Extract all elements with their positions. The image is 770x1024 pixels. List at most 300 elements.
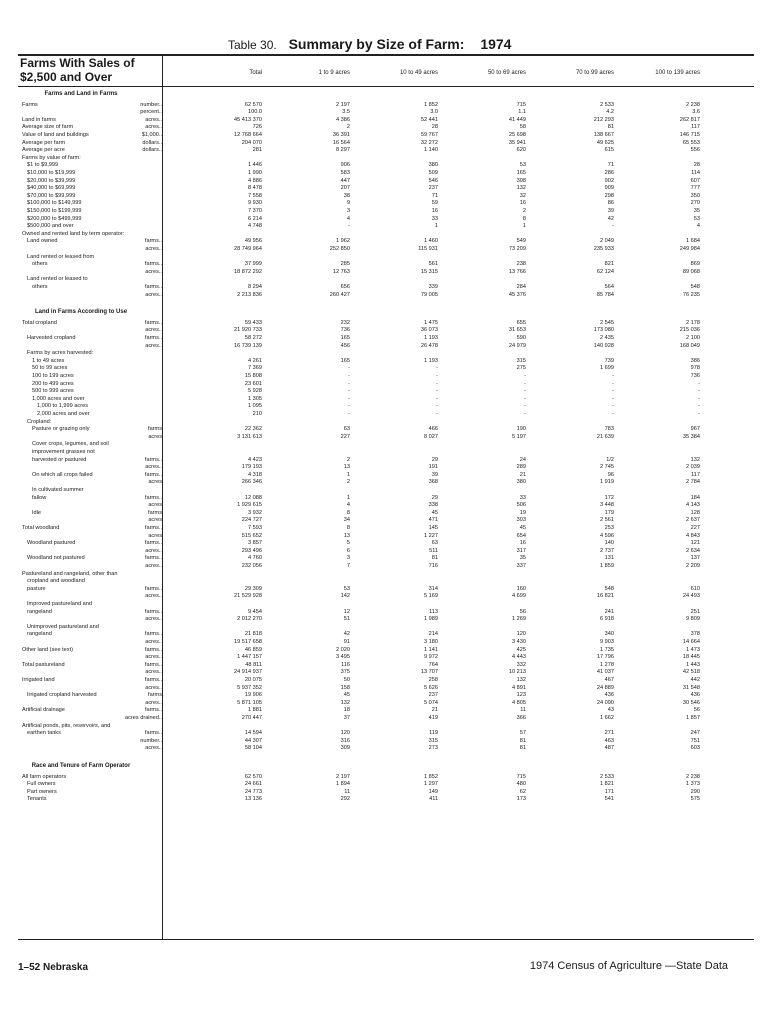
table-cell: 32 272 [420, 139, 438, 146]
table-cell: - [524, 395, 526, 402]
table-cell: 39 [607, 208, 614, 214]
table-cell: 146 715 [679, 132, 700, 138]
table-cell: - [524, 411, 526, 417]
table-cell: 38 [343, 192, 350, 199]
table-cell: 168 049 [679, 342, 700, 349]
row-label: $70,000 to $99,999 [27, 192, 76, 199]
table-cell: 3 [346, 555, 350, 562]
table-cell: - [524, 380, 526, 387]
table-cell: 21 [431, 707, 438, 714]
row-label: Artificial drainage [22, 707, 65, 714]
table-cell: 561 [428, 261, 438, 268]
row-unit: acres.. [145, 654, 162, 661]
stub-title-line-2: $2,500 and Over [20, 70, 113, 84]
table-cell: 736 [340, 327, 350, 334]
row-unit: acres.. [145, 593, 162, 600]
table-cell: 63 [431, 540, 438, 547]
row-label: Cropland: [27, 418, 52, 425]
table-cell: 281 [252, 147, 262, 154]
table-cell: 5 937 352 [237, 684, 262, 691]
column-header: Total [249, 70, 262, 76]
table-cell: 132 [516, 185, 526, 192]
table-cell: 119 [429, 730, 438, 737]
table-cell: - [612, 380, 614, 387]
table-cell: 7 369 [248, 365, 262, 372]
stub-title-line-1: Farms With Sales of [20, 56, 135, 70]
row-label: Artificial ponds, pits, reservoirs, and [22, 722, 111, 729]
row-unit: acres.. [145, 669, 162, 676]
table-cell: 270 447 [241, 715, 262, 721]
table-cell: 726 [252, 124, 262, 131]
table-cell: 237 [428, 692, 438, 699]
table-cell: 252 850 [329, 246, 350, 252]
table-cell: 58 272 [244, 335, 262, 341]
table-cell: 131 [604, 555, 614, 562]
table-cell: 1 446 [248, 162, 262, 169]
table-cell: 467 [604, 677, 614, 683]
table-cell: 57 [519, 730, 526, 737]
table-cell: 117 [691, 124, 700, 131]
table-cell: 262 817 [679, 116, 700, 123]
table-cell: 1 962 [336, 238, 350, 245]
table-cell: 715 [516, 101, 526, 108]
row-label: Improved pastureland and [27, 601, 92, 607]
table-cell: 1 857 [686, 715, 700, 721]
row-label: Pasture or grazing only [32, 426, 90, 433]
row-unit: acres.. [145, 684, 162, 691]
table-cell: 3 131 613 [237, 433, 262, 440]
table-cell: 967 [690, 426, 700, 433]
table-cell: 308 [516, 177, 526, 184]
table-cell: 2 637 [686, 517, 700, 524]
table-cell: 28 [431, 124, 438, 131]
table-cell: 447 [340, 177, 350, 184]
table-cell: 419 [428, 715, 438, 721]
row-label: $150,000 to $199,999 [27, 208, 82, 214]
row-unit: farms.. [144, 540, 162, 547]
table-cell: 1 684 [686, 238, 700, 245]
table-cell: 137 [690, 555, 700, 562]
table-cell: 2 [346, 456, 350, 463]
table-cell: 736 [690, 373, 700, 379]
table-cell: 2 745 [600, 464, 614, 471]
table-cell: 24 090 [596, 699, 614, 706]
table-cell: 37 [343, 715, 350, 721]
row-label: 1,000 acres and over [32, 395, 85, 402]
table-cell: 24 661 [244, 781, 262, 788]
table-cell: 339 [428, 284, 438, 290]
table-cell: 89 068 [682, 268, 700, 275]
table-cell: 575 [690, 796, 700, 803]
table-cell: 14 664 [682, 639, 700, 645]
table-cell: 4 748 [248, 223, 262, 230]
table-cell: - [348, 223, 350, 230]
table-cell: 8 294 [248, 284, 262, 290]
table-cell: 56 [519, 608, 526, 615]
table-cell: 123 [516, 692, 526, 699]
table-cell: 273 [428, 745, 438, 752]
table-cell: 1 859 [600, 563, 614, 569]
table-cell: 8 [346, 509, 350, 516]
table-cell: 30 546 [682, 699, 700, 706]
row-label: Average per farm [22, 139, 66, 146]
table-cell: 1 662 [600, 715, 614, 721]
table-cell: 1.1 [518, 109, 526, 116]
table-cell: 3 932 [248, 509, 262, 516]
table-cell: 607 [690, 177, 700, 184]
table-title [228, 36, 511, 52]
table-cell: 4 760 [248, 555, 262, 562]
table-cell: 9 972 [424, 654, 438, 661]
table-cell: 232 [340, 319, 350, 326]
table-cell: - [524, 388, 526, 395]
table-cell: 37 999 [244, 261, 262, 268]
row-label: Farms by value of farm: [22, 154, 81, 161]
table-cell: 5 074 [424, 699, 438, 706]
table-cell: 4 261 [248, 357, 262, 364]
row-label: Land owned [27, 238, 58, 245]
column-header: 10 to 49 acres [399, 70, 438, 76]
table-cell: 120 [340, 730, 350, 737]
row-label: harvested or pastured [32, 456, 87, 463]
table-cell: 13 [343, 464, 350, 471]
table-cell: 158 [340, 684, 350, 691]
table-cell: 96 [607, 471, 614, 478]
table-cell: 35 941 [508, 139, 526, 146]
row-unit: acres.. [145, 246, 162, 252]
table-cell: 17 796 [596, 654, 614, 661]
row-label: Pastureland and rangeland, other than [22, 570, 118, 577]
table-cell: 42 [343, 631, 350, 638]
table-cell: 86 [607, 200, 614, 207]
table-cell: 511 [429, 547, 438, 554]
row-label: Cover crops, legumes, and soil [32, 441, 109, 448]
row-label: others [32, 284, 48, 290]
row-label: Owned and rented land by term operator: [22, 230, 125, 237]
table-cell: 2 213 836 [237, 291, 262, 298]
table-cell: 16 821 [596, 593, 614, 600]
row-label: 1 to 49 acres [32, 357, 65, 364]
table-cell: 471 [428, 517, 438, 524]
row-label: $10,000 to $19,999 [27, 170, 76, 176]
table-cell: 4 891 [512, 684, 526, 691]
table-cell: 1 699 [600, 365, 614, 372]
table-cell: 5 871 105 [237, 699, 262, 706]
table-cell: 79 005 [420, 291, 438, 298]
table-cell: 120 [516, 631, 526, 638]
table-cell: 739 [604, 357, 614, 364]
table-cell: 26 478 [420, 342, 438, 349]
row-unit: farms.. [144, 319, 162, 326]
row-label: $500,000 and over [27, 223, 74, 230]
table-cell: 1 990 [248, 170, 262, 176]
table-cell: 25 698 [508, 132, 526, 138]
table-cell: 215 036 [679, 327, 700, 334]
table-cell: 45 [519, 525, 526, 531]
table-cell: 411 [429, 796, 438, 803]
table-cell: 2 737 [600, 547, 614, 554]
row-unit: acres.. [145, 116, 162, 123]
table-cell: 179 [604, 509, 614, 516]
row-unit: number.. [140, 737, 162, 744]
table-cell: 24 914 937 [234, 669, 262, 676]
row-label: Woodland pastured [27, 540, 76, 547]
table-cell: 1 193 [424, 335, 438, 341]
table-cell: 466 [428, 426, 438, 433]
stub-title [20, 56, 135, 84]
table-row [0, 795, 770, 803]
table-cell: 56 [693, 707, 700, 714]
table-cell: 5 626 [424, 684, 438, 691]
row-label: Full owners [27, 781, 56, 788]
table-cell: 91 [343, 639, 350, 645]
table-cell: - [698, 380, 700, 387]
table-cell: 179 193 [241, 464, 262, 471]
table-cell: 115 931 [418, 246, 438, 252]
table-cell: 3.6 [692, 109, 700, 116]
row-unit: farms.. [144, 585, 162, 592]
table-cell: 227 [690, 525, 700, 531]
table-cell: 751 [690, 737, 700, 744]
table-cell: 114 [691, 170, 700, 176]
table-cell: - [698, 395, 700, 402]
table-cell: 227 [340, 433, 350, 440]
table-cell: 7 [346, 563, 350, 569]
row-unit: acres.. [145, 464, 162, 471]
table-cell: 1/2 [606, 456, 614, 463]
row-label: Average per acre [22, 147, 65, 154]
table-cell: 45 413 370 [234, 116, 262, 123]
row-label: 2,000 acres and over [37, 411, 90, 417]
table-cell: 15 315 [420, 268, 438, 275]
table-cell: 9 [346, 200, 350, 207]
table-cell: 317 [516, 547, 526, 554]
table-cell: 34 [343, 517, 350, 524]
table-cell: 13 766 [508, 268, 526, 275]
table-cell: 3 430 [512, 639, 526, 645]
table-cell: 63 [343, 426, 350, 433]
table-cell: 16 739 139 [234, 342, 262, 349]
table-cell: 2 [346, 124, 350, 131]
row-unit: farms.. [144, 707, 162, 714]
table-cell: 1 919 [600, 479, 614, 486]
table-cell: 386 [690, 357, 700, 364]
table-cell: - [698, 411, 700, 417]
table-cell: 235 933 [593, 246, 614, 252]
table-cell: 3 180 [424, 639, 438, 645]
table-cell: 85 784 [596, 291, 614, 298]
row-label: rangeland [27, 608, 52, 615]
column-header: 50 to 69 acres [487, 70, 526, 76]
row-label: pasture [27, 585, 46, 592]
table-cell: 62 570 [244, 773, 262, 780]
table-cell: 442 [690, 677, 700, 683]
table-cell: 21 818 [244, 631, 262, 638]
row-unit: acres.. [145, 268, 162, 275]
table-cell: 480 [516, 781, 526, 788]
table-cell: 12 768 664 [234, 132, 262, 138]
table-cell: 6 [346, 547, 350, 554]
row-unit: acres.. [145, 616, 162, 623]
table-cell: 32 [519, 192, 526, 199]
table-cell: 6 214 [248, 215, 262, 222]
row-label: Part owners [27, 788, 57, 795]
row-label: improvement grasses not [32, 449, 95, 455]
table-cell: 14 594 [244, 730, 262, 737]
table-cell: 2 209 [686, 563, 700, 569]
table-cell: - [436, 380, 438, 387]
table-cell: 173 080 [593, 327, 614, 334]
table-cell: 132 [516, 677, 526, 683]
table-cell: 4 386 [336, 116, 350, 123]
row-label: Land in farms [22, 116, 56, 123]
row-unit: acres.. [145, 342, 162, 349]
table-cell: 251 [690, 608, 700, 615]
table-cell: 18 [343, 707, 350, 714]
table-cell: 5 169 [424, 593, 438, 600]
table-cell: 378 [690, 631, 700, 638]
table-cell: 4 [346, 502, 350, 509]
table-cell: 3.0 [430, 109, 438, 116]
row-unit: farms [148, 509, 162, 516]
table-cell: 21 639 [596, 433, 614, 440]
table-cell: 2 238 [686, 101, 700, 108]
table-cell: 655 [516, 319, 526, 326]
row-unit: dollars.. [142, 139, 162, 146]
table-cell: 212 293 [593, 116, 614, 123]
table-cell: 777 [690, 185, 700, 192]
row-label: Harvested cropland [27, 335, 76, 341]
table-cell: 2 634 [686, 547, 700, 554]
table-cell: 487 [604, 745, 614, 752]
row-unit: farms.. [144, 471, 162, 478]
table-cell: 238 [516, 261, 526, 268]
section-heading: Race and Tenure of Farm Operator [31, 763, 131, 769]
table-cell: 149 [428, 788, 438, 795]
table-cell: 4 699 [512, 593, 526, 600]
table-cell: 548 [604, 585, 614, 592]
table-cell: 116 [341, 661, 350, 668]
row-unit: acres.. [145, 745, 162, 752]
table-cell: 128 [690, 509, 700, 516]
table-cell: 314 [428, 585, 438, 592]
table-cell: 375 [340, 669, 350, 676]
table-cell: 292 [340, 796, 350, 803]
table-cell: 35 384 [682, 433, 700, 440]
table-cell: 41 449 [508, 116, 526, 123]
table-cell: 4 143 [686, 502, 700, 509]
table-cell: 59 433 [244, 319, 262, 326]
column-header: 70 to 99 acres [575, 70, 614, 76]
row-label: 50 to 99 acres [32, 365, 68, 372]
table-cell: 1 894 [336, 781, 350, 788]
bottom-rule [18, 939, 754, 940]
table-cell: - [348, 411, 350, 417]
table-cell: 4 805 [512, 699, 526, 706]
table-cell: 12 763 [332, 268, 350, 275]
table-cell: - [348, 403, 350, 410]
table-cell: 33 [519, 494, 526, 501]
table-cell: 62 570 [244, 101, 262, 108]
table-cell: 2 [346, 479, 350, 486]
table-cell: 53 [693, 215, 700, 222]
table-cell: 286 [604, 170, 614, 176]
table-cell: 2 197 [336, 773, 350, 780]
table-cell: 2 049 [600, 238, 614, 245]
row-unit: acres.. [145, 327, 162, 334]
table-cell: 4 [346, 215, 350, 222]
table-cell: 18 445 [682, 654, 700, 661]
table-cell: 1 227 [424, 532, 438, 539]
table-cell: 337 [516, 563, 526, 569]
row-unit: acres.. [145, 699, 162, 706]
row-label: $100,000 to $149,999 [27, 200, 82, 207]
table-cell: 29 309 [244, 585, 262, 592]
table-cell: 207 [340, 185, 350, 192]
table-cell: 16 [431, 208, 438, 214]
table-cell: 715 [516, 773, 526, 780]
row-label: 100 to 199 acres [32, 373, 74, 379]
row-label: Total woodland [22, 525, 60, 531]
table-cell: 564 [604, 284, 614, 290]
row-label: rangeland [27, 631, 52, 638]
row-label: Farms [22, 101, 38, 108]
table-cell: 303 [516, 517, 526, 524]
table-cell: 100.0 [248, 109, 262, 116]
table-cell: 121 [690, 540, 700, 547]
table-cell: 350 [690, 192, 700, 199]
table-cell: 368 [428, 479, 438, 486]
table-cell: 9 930 [248, 200, 262, 207]
table-cell: 340 [604, 631, 614, 638]
table-cell: 36 073 [420, 327, 438, 334]
row-label: All farm operators [22, 773, 67, 780]
table-cell: 548 [690, 284, 700, 290]
table-cell: 4 443 [512, 654, 526, 661]
row-unit: farms.. [144, 730, 162, 737]
table-cell: - [612, 395, 614, 402]
row-unit: acres [148, 479, 162, 486]
table-cell: - [348, 395, 350, 402]
table-cell: 284 [516, 284, 526, 290]
row-label: $20,000 to $39,999 [27, 177, 76, 184]
row-label: earthen tanks [27, 730, 61, 737]
table-cell: 48 811 [245, 661, 262, 668]
table-cell: 293 496 [241, 547, 262, 554]
table-cell: 1 278 [600, 661, 614, 668]
table-cell: 515 652 [241, 532, 262, 539]
table-cell: 821 [604, 261, 614, 268]
table-cell: 204 070 [241, 139, 262, 146]
table-row [0, 744, 770, 752]
table-cell: 9 809 [686, 616, 700, 623]
table-cell: 36 391 [332, 132, 350, 138]
table-cell: - [612, 388, 614, 395]
section-heading: Farms and Land in Farms [44, 91, 118, 97]
footer-page-number: 1–52 Nebraska [18, 962, 89, 973]
table-cell: 132 [340, 699, 350, 706]
row-label: On which all crops failed [32, 471, 93, 478]
table-cell: 11 [344, 788, 350, 795]
table-cell: 258 [428, 677, 438, 683]
table-cell: 1 305 [248, 395, 262, 402]
table-cell: 43 [607, 707, 614, 714]
table-cell: - [612, 223, 614, 230]
table-cell: - [612, 403, 614, 410]
table-cell: 4 423 [248, 456, 262, 463]
table-cell: 289 [516, 464, 526, 471]
table-cell: 132 [690, 456, 700, 463]
